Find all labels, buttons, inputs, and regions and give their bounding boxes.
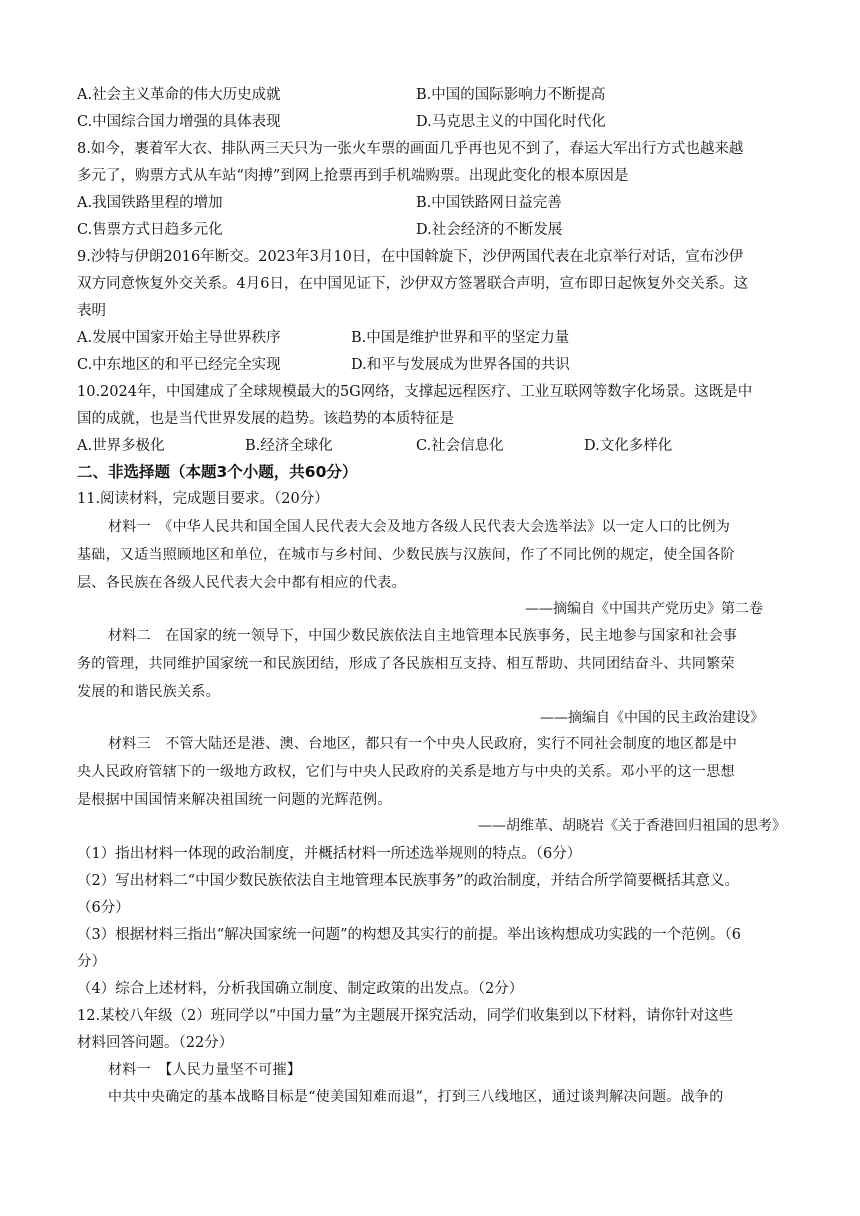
- material-1-line-3: 层、各民族在各级人民代表大会中都有相应的代表。: [77, 575, 406, 591]
- q7-option-b: B.中国的国际影响力不断提高: [416, 87, 606, 103]
- material-1-line-1: 材料一 《中华人民共和国全国人民代表大会及地方各级人民代表大会选举法》以一定人口的比例为: [108, 519, 731, 535]
- q12-stem-text-2: 材料回答问题。（22分）: [77, 1035, 234, 1051]
- q9-option-b: B.中国是维护世界和平的坚定力量: [351, 330, 570, 346]
- q8-option-a: A.我国铁路里程的增加: [77, 195, 223, 211]
- sub-question-3-line-2: 分）: [77, 954, 106, 970]
- q12-material-1-line-1: 中共中央确定的基本战略目标是“使美国知难而退”，打到三八线地区，通过谈判解决问题。战争的: [108, 1089, 724, 1105]
- q9-option-c: C.中东地区的和平已经完全实现: [77, 357, 281, 373]
- q10-stem-text-2: 国的成就，也是当代世界发展的趋势。该趋势的本质特征是: [77, 411, 454, 427]
- q10-stem-text-1: 10.2024年，中国建成了全球规模最大的5G网络，支撑起远程医疗、工业互联网等数字化场景。这既是中: [77, 384, 753, 400]
- section-heading-text: 二、非选择题（本题3个小题，共60分）: [77, 463, 358, 481]
- q9-stem-text-1: 9.沙特与伊朗2016年断交。2023年3月10日，在中国斡旋下，沙伊两国代表在北京举行对话，宣布沙伊: [77, 249, 744, 265]
- q9-option-d: D.和平与发展成为世界各国的共识: [351, 357, 570, 373]
- material-2-line-1: 材料二 在国家的统一领导下，中国少数民族依法自主地管理本民族事务，民主地参与国家和社会事: [108, 628, 738, 644]
- q10-option-b: B.经济全球化: [245, 438, 333, 454]
- q12-stem-text-1: 12.某校八年级（2）班同学以“中国力量”为主题展开探究活动，同学们收集到以下材料，请你针对这些: [77, 1008, 734, 1024]
- q9-stem-text-3: 表明: [77, 303, 106, 319]
- q7-option-a: A.社会主义革命的伟大历史成就: [77, 87, 281, 103]
- material-3-source: ——胡维革、胡晓岩《关于香港回归祖国的思考》: [478, 818, 786, 834]
- material-1-source: ——摘编自《中国共产党历史》第二卷: [525, 601, 763, 617]
- sub-question-4: （4）综合上述材料，分析我国确立制度、制定政策的出发点。（2分）: [77, 981, 524, 997]
- q11-stem-text: 11.阅读材料，完成题目要求。（20分）: [77, 491, 329, 507]
- q9-option-a: A.发展中国家开始主导世界秩序: [77, 330, 281, 346]
- q7-option-c: C.中国综合国力增强的具体表现: [77, 114, 281, 130]
- q9-stem-text-2: 双方同意恢复外交关系。4月6日，在中国见证下，沙伊双方签署联合声明，宣布即日起恢复外交关系。这: [77, 276, 748, 292]
- material-2-source: ——摘编自《中国的民主政治建设》: [540, 710, 764, 726]
- material-3-line-2: 央人民政府管辖下的一级地方政权，它们与中央人民政府的关系是地方与中央的关系。邓小平的这一思想: [77, 764, 735, 780]
- q10-option-a: A.世界多极化: [77, 438, 165, 454]
- q8-option-c: C.售票方式日趋多元化: [77, 222, 223, 238]
- q7-option-d: D.马克思主义的中国化时代化: [416, 114, 606, 130]
- sub-question-3-line-1: （3）根据材料三指出“解决国家统一问题”的构想及其实行的前提。举出该构想成功实践的一个范例。（6: [77, 927, 742, 943]
- material-2-line-3: 发展的和谐民族关系。: [77, 684, 220, 700]
- q8-stem-text-2: 多元了，购票方式从车站“肉搏”到网上抢票再到手机端购票。出现此变化的根本原因是: [77, 168, 629, 184]
- sub-question-2-line-2: （6分）: [77, 900, 130, 916]
- material-1-line-2: 基础，又适当照顾地区和单位，在城市与乡村间、少数民族与汉族间，作了不同比例的规定，使全国各阶: [77, 547, 735, 563]
- sub-question-1: （1）指出材料一体现的政治制度，并概括材料一所述选举规则的特点。（6分）: [77, 846, 582, 862]
- material-2-line-2: 务的管理，共同维护国家统一和民族团结，形成了各民族相互支持、相互帮助、共同团结奋斗、共同繁荣: [77, 656, 735, 672]
- q10-option-c: C.社会信息化: [416, 438, 504, 454]
- q8-option-d: D.社会经济的不断发展: [416, 222, 563, 238]
- material-3-line-1: 材料三 不管大陆还是港、澳、台地区，都只有一个中央人民政府，实行不同社会制度的地区都是中: [108, 736, 738, 752]
- sub-question-2-line-1: （2）写出材料二“中国少数民族依法自主地管理本民族事务”的政治制度，并结合所学简要概括其意义。: [77, 873, 740, 889]
- material-3-line-3: 是根据中国国情来解决祖国统一问题的光辉范例。: [77, 792, 392, 808]
- q8-stem-text-1: 8.如今，裹着军大衣、排队两三天只为一张火车票的画面几乎再也见不到了，春运大军出行方式也越来越: [77, 141, 744, 157]
- q12-material-1-title: 材料一 【人民力量坚不可摧】: [108, 1062, 302, 1078]
- q8-option-b: B.中国铁路网日益完善: [416, 195, 562, 211]
- q10-option-d: D.文化多样化: [584, 438, 673, 454]
